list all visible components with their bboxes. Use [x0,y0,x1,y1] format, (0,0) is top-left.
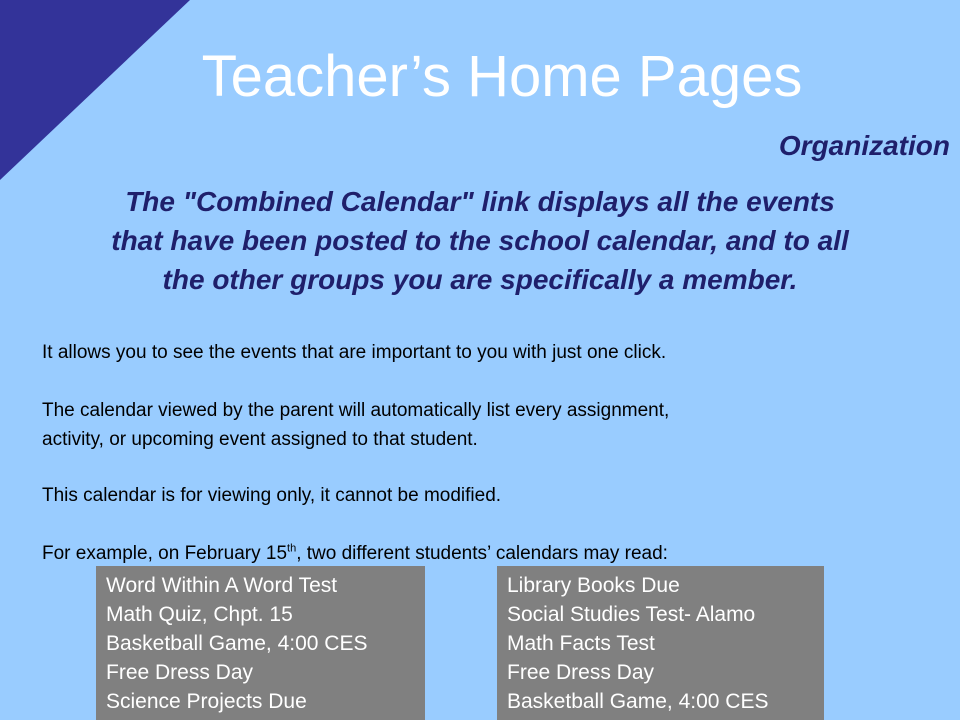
calendar-event: Free Dress Day [507,661,655,684]
student-calendar-b [497,566,824,720]
calendar-event: Free Dress Day [106,661,254,684]
calendar-event: Basketball Game, 4:00 CES [106,632,368,655]
lead-line: The "Combined Calendar" link displays all the events [125,186,835,217]
paragraph-line: The calendar viewed by the parent will automatically list every assignment, [42,400,670,421]
ordinal-suffix: th [287,542,297,555]
calendar-event: Math Facts Test [507,632,655,655]
paragraph-parent-view [42,396,669,454]
calendar-event: Library Books Due [507,574,680,597]
paragraph-one-click: It allows you to see the events that are important to you with just one click. [42,342,667,363]
calendar-event: Word Within A Word Test [106,574,338,597]
section-label: Organization [778,130,950,161]
paragraph-view-only: This calendar is for viewing only, it cannot be modified. [42,485,502,506]
example-text-after: , two different students’ calendars may read: [296,543,668,564]
calendar-event: Basketball Game, 4:00 CES [507,690,769,713]
paragraph-line: activity, or upcoming event assigned to that student. [42,429,478,450]
student-calendar-a [96,566,425,720]
calendar-event: Social Studies Test- Alamo [507,603,756,626]
calendar-event: Science Projects Due [106,690,307,713]
lead-line: the other groups you are specifically a member. [162,264,798,295]
slide-title: Teacher’s Home Pages [201,44,803,109]
lead-statement [40,182,920,299]
example-text-before: For example, on February 15 [42,543,288,564]
calendar-event: Math Quiz, Chpt. 15 [106,603,293,626]
paragraph-example [42,539,668,568]
lead-line: that have been posted to the school calendar, and to all [111,225,849,256]
